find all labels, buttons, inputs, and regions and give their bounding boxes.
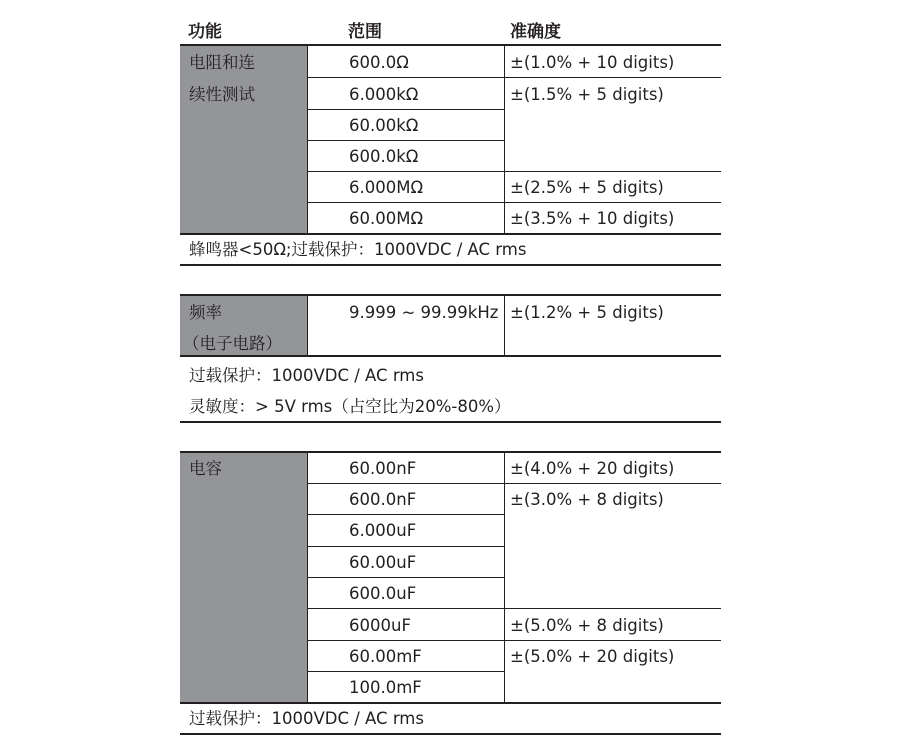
resistance-range-5: 6.000MΩ — [349, 178, 424, 197]
resistance-range-3: 60.00kΩ — [349, 116, 419, 135]
capacitance-range-7: 60.00mF — [349, 647, 422, 666]
divider — [308, 577, 504, 578]
divider — [308, 483, 721, 484]
resistance-function-line-2: 续性测试 — [189, 85, 255, 104]
divider — [307, 296, 308, 356]
capacitance-note: 过载保护：1000VDC / AC rms — [189, 709, 424, 728]
capacitance-function-cell — [180, 453, 307, 703]
divider — [308, 77, 504, 78]
divider — [308, 202, 721, 203]
divider — [308, 640, 721, 641]
header-range: 范围 — [348, 22, 382, 42]
divider — [504, 46, 505, 234]
frequency-range: 9.999 ~ 99.99kHz — [349, 303, 499, 322]
capacitance-range-2: 600.0nF — [349, 490, 417, 509]
divider — [180, 421, 721, 423]
resistance-accuracy-2: ±(1.5% + 5 digits) — [510, 85, 664, 104]
capacitance-accuracy-4: ±(5.0% + 20 digits) — [510, 647, 675, 666]
divider — [308, 140, 504, 141]
capacitance-range-5: 600.0uF — [349, 584, 417, 603]
frequency-note-1: 过载保护：1000VDC / AC rms — [189, 366, 424, 385]
header-function: 功能 — [188, 22, 222, 42]
frequency-function-line-2: （电子电路） — [183, 334, 282, 353]
frequency-function-line-1: 频率 — [189, 303, 222, 322]
divider — [308, 608, 721, 609]
divider — [308, 171, 721, 172]
divider — [308, 671, 504, 672]
capacitance-function-line-1: 电容 — [189, 459, 222, 478]
divider — [307, 453, 308, 703]
frequency-accuracy: ±(1.2% + 5 digits) — [510, 303, 664, 322]
capacitance-range-6: 6000uF — [349, 616, 411, 635]
resistance-accuracy-1: ±(1.0% + 10 digits) — [510, 53, 675, 72]
frequency-note-2: 灵敏度：> 5V rms（占空比为20%-80%） — [189, 397, 511, 416]
divider — [308, 109, 504, 110]
capacitance-range-3: 6.000uF — [349, 521, 417, 540]
resistance-range-1: 600.0Ω — [349, 53, 409, 72]
capacitance-accuracy-1: ±(4.0% + 20 digits) — [510, 459, 675, 478]
divider — [180, 355, 721, 357]
capacitance-accuracy-2: ±(3.0% + 8 digits) — [510, 490, 664, 509]
resistance-accuracy-3: ±(2.5% + 5 digits) — [510, 178, 664, 197]
divider — [180, 264, 721, 266]
resistance-note: 蜂鸣器<50Ω;过载保护：1000VDC / AC rms — [189, 240, 527, 259]
capacitance-accuracy-3: ±(5.0% + 8 digits) — [510, 616, 664, 635]
resistance-range-4: 600.0kΩ — [349, 147, 419, 166]
resistance-accuracy-4: ±(3.5% + 10 digits) — [510, 209, 675, 228]
resistance-function-cell — [180, 46, 307, 234]
capacitance-range-8: 100.0mF — [349, 678, 422, 697]
divider — [180, 702, 721, 704]
divider — [504, 296, 505, 356]
divider — [308, 546, 504, 547]
resistance-range-2: 6.000kΩ — [349, 85, 419, 104]
capacitance-range-4: 60.00uF — [349, 553, 417, 572]
header-accuracy: 准确度 — [510, 22, 561, 42]
divider — [180, 233, 721, 235]
capacitance-range-1: 60.00nF — [349, 459, 417, 478]
divider — [504, 77, 721, 78]
divider — [504, 453, 505, 703]
divider — [180, 733, 721, 735]
resistance-function-line-1: 电阻和连 — [189, 53, 255, 72]
divider — [308, 514, 504, 515]
resistance-range-6: 60.00MΩ — [349, 209, 424, 228]
